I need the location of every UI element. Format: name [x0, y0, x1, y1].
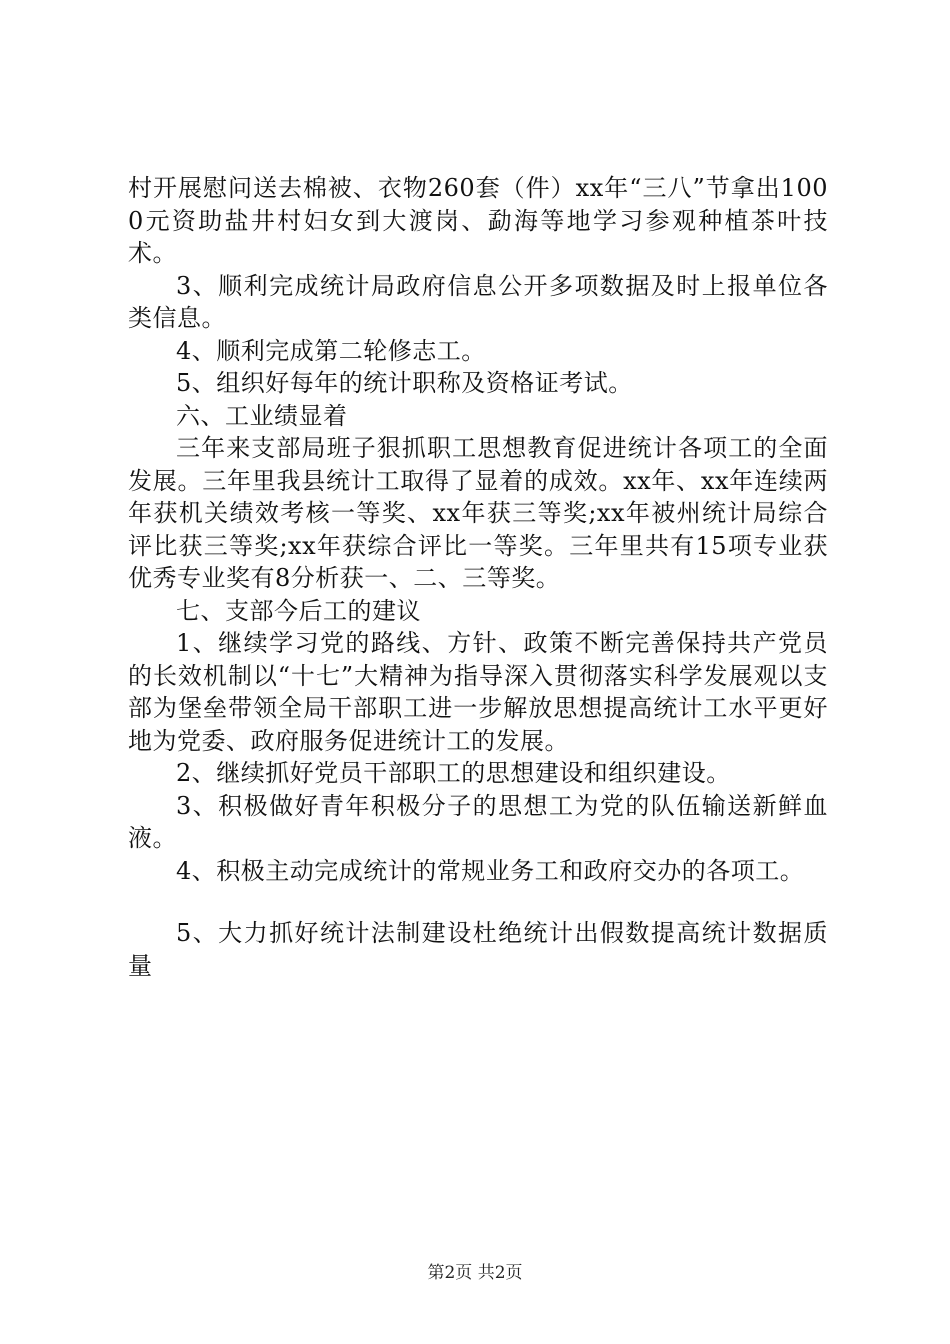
paragraph-achievements: 三年来支部局班子狠抓职工思想教育促进统计各项工的全面发展。三年里我县统计工取得了显着的成效。xx年、xx年连续两年获机关绩效考核一等奖、xx年获三等奖;xx年被州统计局综合评比获三等奖;xx年获综合评比一等奖。三年里共有15项专业获优秀专业奖有8分析获一、二、三等奖。 [128, 434, 828, 592]
suggestion-item-1: 1、继续学习党的路线、方针、政策不断完善保持共产党员的长效机制以“十七”大精神为指导深入贯彻落实科学发展观以支部为堡垒带领全局干部职工进一步解放思想提高统计工水平更好地为党委、政府服务促进统计工的发展。 [128, 629, 828, 755]
paragraph-item-3: 3、顺利完成统计局政府信息公开多项数据及时上报单位各类信息。 [128, 271, 828, 332]
document-body [128, 172, 828, 982]
suggestion-item-3: 3、积极做好青年积极分子的思想工为党的队伍输送新鲜血液。 [128, 791, 828, 852]
suggestion-item-2: 2、继续抓好党员干部职工的思想建设和组织建设。 [176, 759, 731, 787]
suggestion-item-4: 4、积极主动完成统计的常规业务工和政府交办的各项工。 [176, 856, 805, 885]
section-heading-6: 六、工业绩显着 [176, 401, 348, 430]
suggestion-item-5: 5、大力抓好统计法制建设杜绝统计出假数提高统计数据质量 [128, 919, 828, 980]
page-number-footer: 第2页 共2页 [427, 1263, 523, 1283]
paragraph-item-4: 4、顺利完成第二轮修志工。 [176, 336, 486, 365]
section-heading-7: 七、支部今后工的建议 [176, 596, 421, 625]
paragraph-item-5: 5、组织好每年的统计职称及资格证考试。 [176, 369, 633, 397]
paragraph-continuation: 村开展慰问送去棉被、衣物260套（件）xx年“三八”节拿出1000元资助盐井村妇女到大渡岗、勐海等地学习参观种植茶叶技术。 [128, 174, 828, 267]
